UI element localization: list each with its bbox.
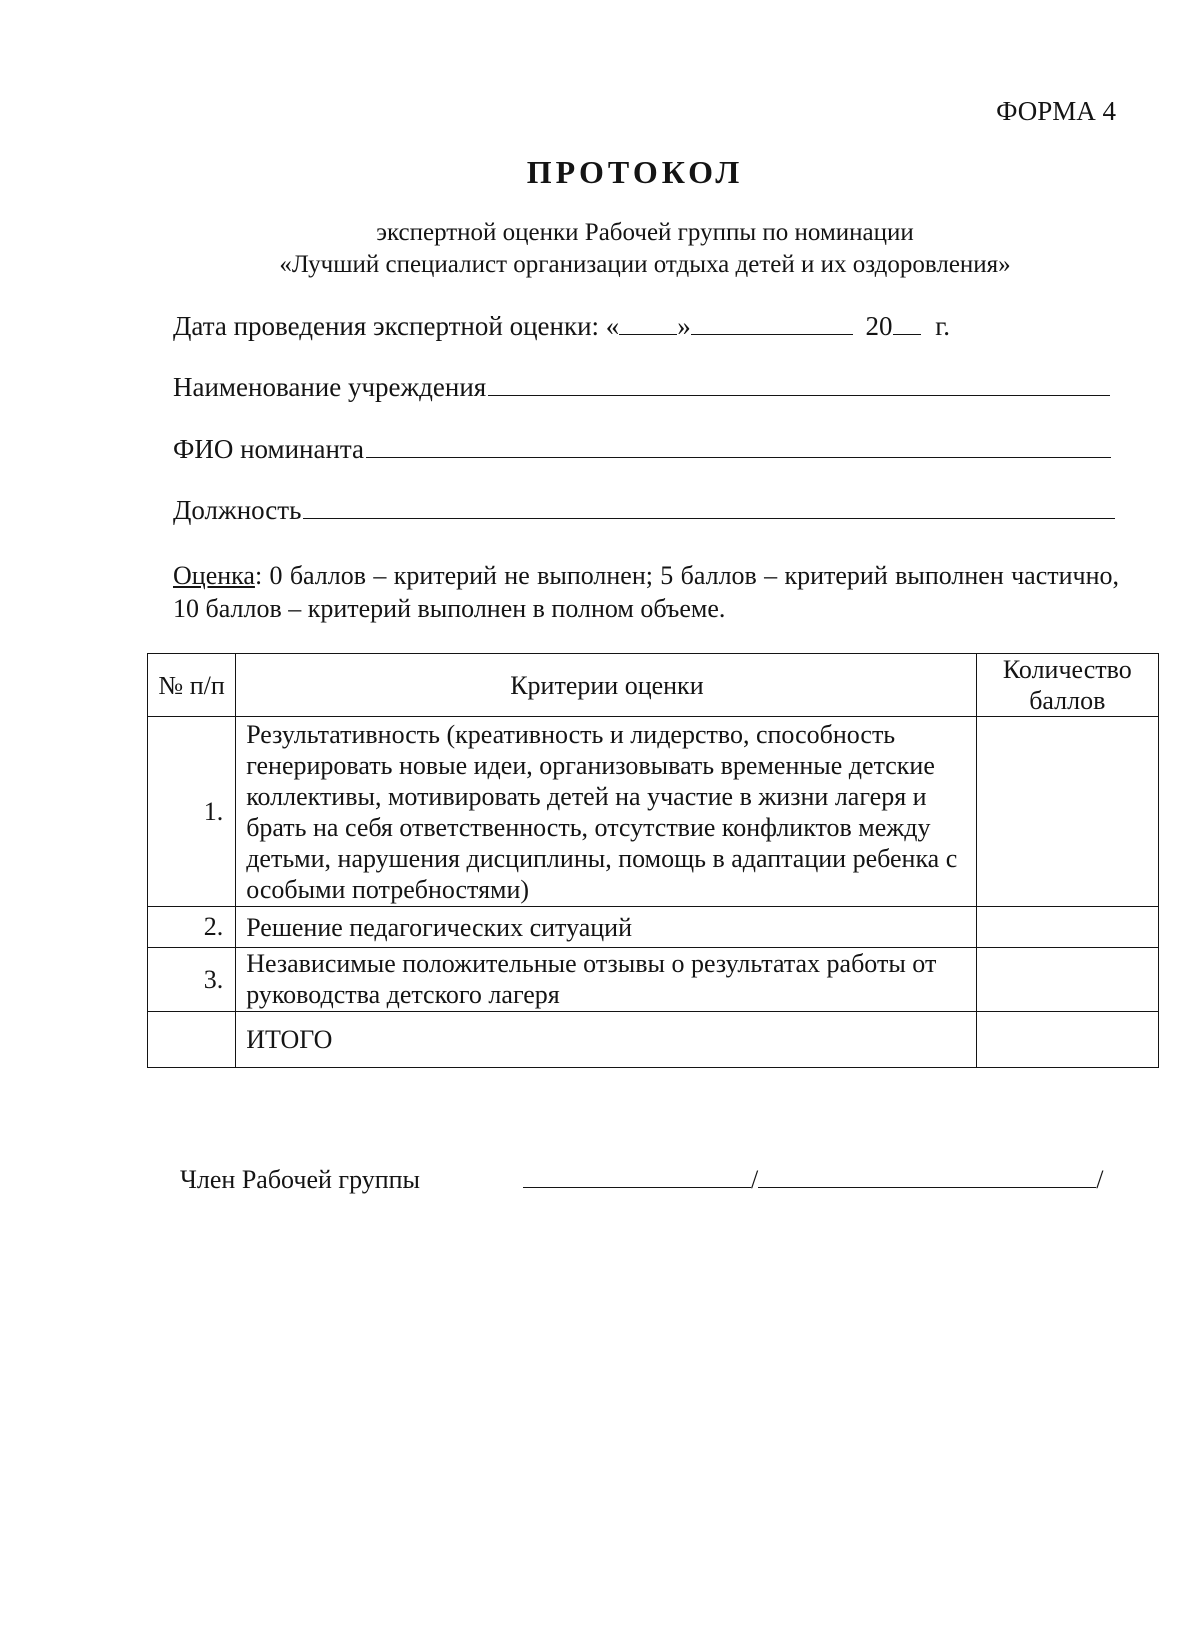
criteria-table <box>147 653 1159 1068</box>
signature-closing-slash: / <box>1096 1165 1104 1194</box>
name-blank-line[interactable] <box>758 1167 1096 1188</box>
position-label: Должность <box>173 495 302 525</box>
row-number: 3. <box>148 948 236 1012</box>
date-close-quote: » <box>677 311 691 341</box>
row-score-cell[interactable] <box>976 907 1158 948</box>
nominee-label: ФИО номинанта <box>173 434 365 464</box>
signature-label: Член Рабочей группы <box>180 1165 421 1194</box>
scoring-scale-label: Оценка <box>173 561 255 590</box>
row-criterion: Независимые положительные отзывы о результатах работы от руководства детского лагеря <box>236 948 976 1012</box>
year-prefix: 20 <box>865 311 893 341</box>
document-title: ПРОТОКОЛ <box>526 154 744 190</box>
nominee-field-row <box>173 434 1111 465</box>
row-criterion: Результативность (креативность и лидерство, способность генерировать новые идеи, организовывать временные детские коллективы, мотивировать детей на участие в жизни лагеря и брать на себя ответственность, отсутствие конфликтов между детьми, нарушения дисциплины, помощь в адаптации ребенка с особыми потребностями) <box>236 717 976 907</box>
scoring-scale-text: : 0 баллов – критерий не выполнен; 5 баллов – критерий выполнен частично, 10 баллов – критерий выполнен в полном объеме. <box>173 561 1119 623</box>
document-subtitle-line-2: «Лучший специалист организации отдыха детей и их оздоровления» <box>279 251 1011 278</box>
scoring-scale-note <box>173 559 1119 625</box>
form-number-label: ФОРМА 4 <box>996 96 1116 126</box>
month-blank-line[interactable] <box>691 312 853 335</box>
year-blank-line[interactable] <box>893 312 921 335</box>
row-criterion: Решение педагогических ситуаций <box>236 907 976 948</box>
institution-label: Наименование учреждения <box>173 372 487 402</box>
total-row <box>148 1012 1159 1068</box>
signature-blank-line[interactable] <box>523 1167 751 1188</box>
year-suffix: г. <box>935 311 951 341</box>
date-label: Дата проведения экспертной оценки: <box>173 311 600 341</box>
date-field-row <box>173 311 950 342</box>
row-score-cell[interactable] <box>976 717 1158 907</box>
signature-separator: / <box>751 1165 759 1194</box>
row-number: 1. <box>148 717 236 907</box>
table-header-row <box>148 654 1159 717</box>
total-number <box>148 1012 236 1068</box>
total-label: ИТОГО <box>236 1012 976 1068</box>
position-field-row <box>173 495 1115 526</box>
institution-field-row <box>173 372 1110 403</box>
table-row <box>148 717 1159 907</box>
header-score: Количество баллов <box>976 654 1158 717</box>
row-score-cell[interactable] <box>976 948 1158 1012</box>
header-criteria: Критерии оценки <box>236 654 976 717</box>
date-open-quote: « <box>605 311 620 341</box>
row-number: 2. <box>148 907 236 948</box>
document-subtitle-line-1: экспертной оценки Рабочей группы по номинации <box>376 219 914 246</box>
total-score-cell[interactable] <box>976 1012 1158 1068</box>
position-blank-line[interactable] <box>303 496 1115 519</box>
table-row <box>148 907 1159 948</box>
table-row <box>148 948 1159 1012</box>
signature-lines <box>523 1165 1103 1195</box>
institution-blank-line[interactable] <box>488 373 1110 396</box>
header-number: № п/п <box>148 654 236 717</box>
day-blank-line[interactable] <box>619 312 677 335</box>
nominee-blank-line[interactable] <box>366 435 1111 458</box>
